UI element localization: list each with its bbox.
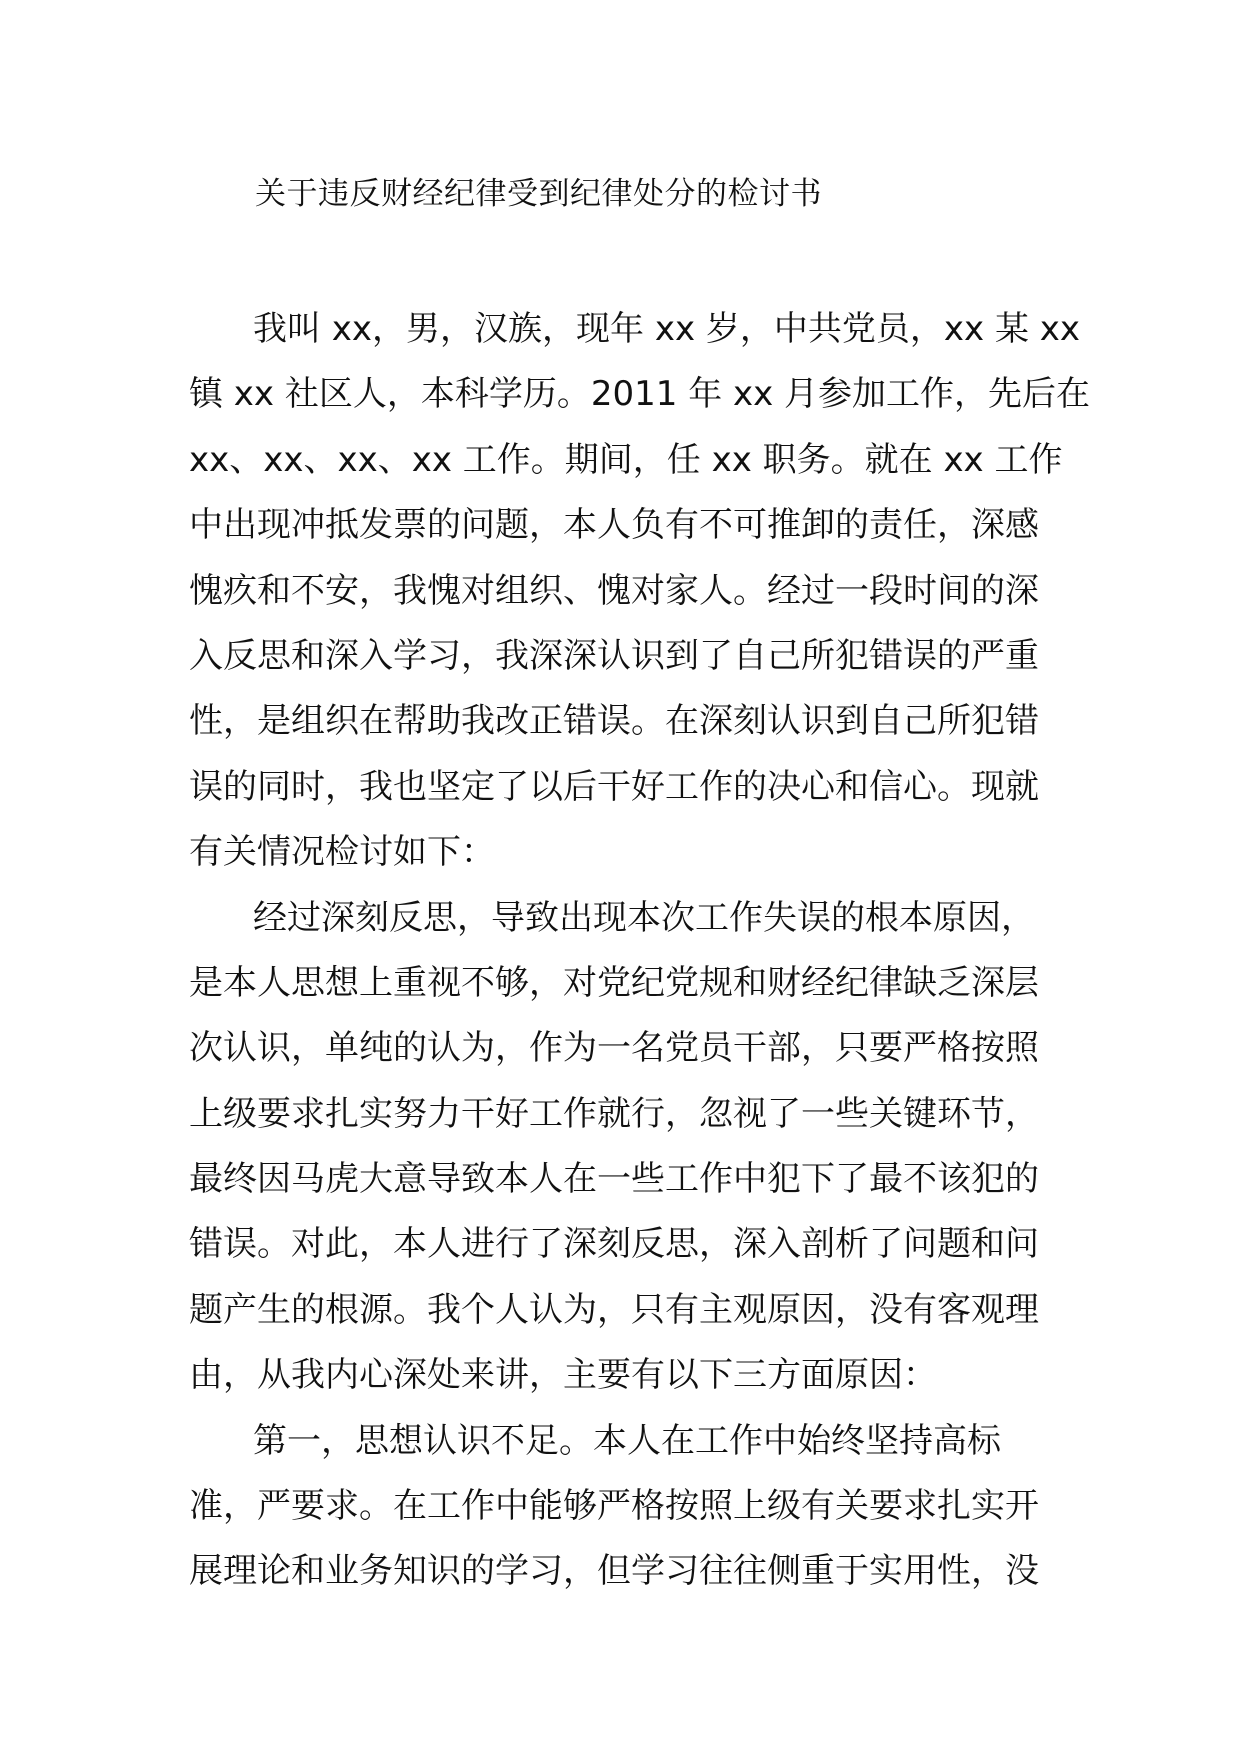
body-line: 题产生的根源。我个人认为，只有主观原因，没有客观理 xyxy=(189,1289,1039,1330)
body-line: 入反思和深入学习，我深深认识到了自己所犯错误的严重 xyxy=(189,635,1039,676)
body-line: 错误。对此，本人进行了深刻反思，深入剖析了问题和问 xyxy=(189,1224,1039,1265)
document-title: 关于违反财经纪律受到纪律处分的检讨书 xyxy=(255,176,822,212)
body-line: 镇 xx 社区人，本科学历。2011 年 xx 月参加工作，先后在 xyxy=(189,374,1091,415)
body-line: 最终因马虎大意导致本人在一些工作中犯下了最不该犯的 xyxy=(189,1159,1039,1200)
body-line: xx、xx、xx、xx 工作。期间，任 xx 职务。就在 xx 工作 xyxy=(189,439,1063,480)
body-line: 我叫 xx，男，汉族，现年 xx 岁，中共党员，xx 某 xx xyxy=(253,309,1081,349)
body-line: 是本人思想上重视不够，对党纪党规和财经纪律缺乏深层 xyxy=(189,962,1039,1003)
body-line: 有关情况检讨如下： xyxy=(189,832,495,873)
body-line: 次认识，单纯的认为，作为一名党员干部，只要严格按照 xyxy=(189,1028,1039,1069)
body-line: 展理论和业务知识的学习，但学习往往侧重于实用性，没 xyxy=(189,1551,1039,1592)
body-line: 经过深刻反思，导致出现本次工作失误的根本原因， xyxy=(253,897,1035,938)
body-line: 误的同时，我也坚定了以后干好工作的决心和信心。现就 xyxy=(189,766,1039,807)
body-line: 中出现冲抵发票的问题，本人负有不可推卸的责任，深感 xyxy=(189,505,1039,546)
body-line: 第一，思想认识不足。本人在工作中始终坚持高标 xyxy=(253,1420,1001,1461)
body-line: 性，是组织在帮助我改正错误。在深刻认识到自己所犯错 xyxy=(189,701,1039,742)
body-line: 愧疚和不安，我愧对组织、愧对家人。经过一段时间的深 xyxy=(189,570,1039,611)
body-line: 由，从我内心深处来讲，主要有以下三方面原因： xyxy=(189,1355,937,1396)
body-line: 上级要求扎实努力干好工作就行，忽视了一些关键环节， xyxy=(189,1093,1039,1134)
document-body xyxy=(189,297,1091,1605)
body-line: 准，严要求。在工作中能够严格按照上级有关要求扎实开 xyxy=(189,1486,1039,1527)
